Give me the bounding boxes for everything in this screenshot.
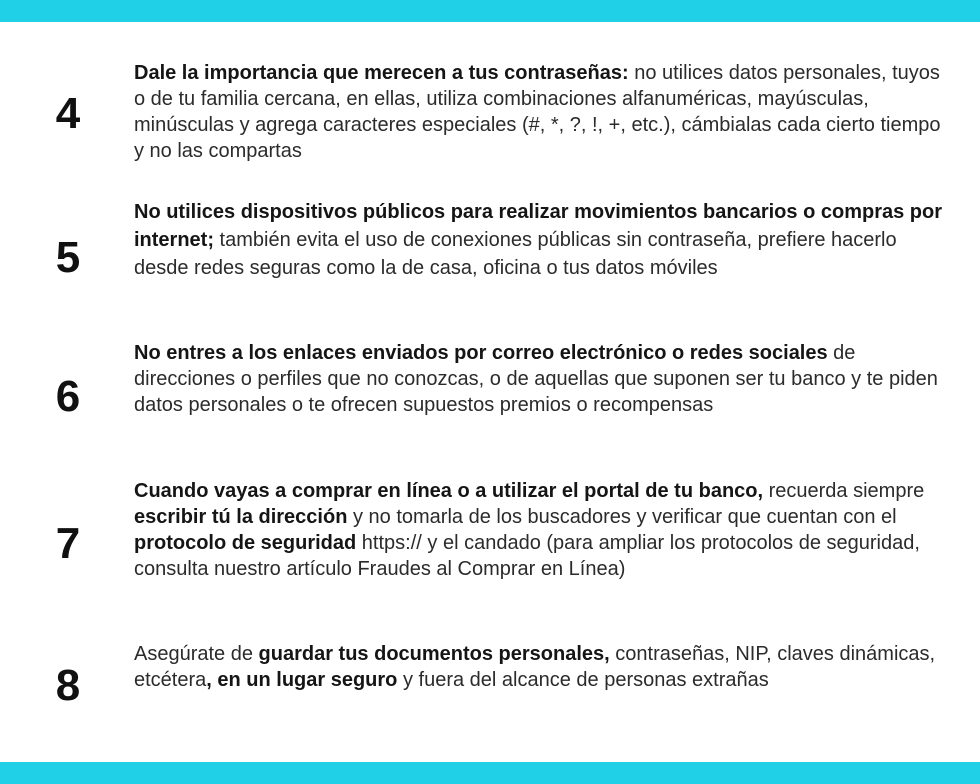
tip-text-bold: Cuando vayas a comprar en línea o a utilizar el portal de tu banco,: [134, 480, 764, 502]
tip-text-regular: y no tomarla de los buscadores y verificar que cuentan con el: [347, 506, 897, 528]
tip-text-regular: y fuera del alcance de personas extrañas: [397, 669, 769, 691]
tip-text-bold: , en un lugar seguro: [206, 669, 398, 691]
tip-number: 6: [55, 372, 81, 421]
tip-text-regular: Asegúrate de: [134, 643, 259, 665]
tip-text-bold: escribir tú la dirección: [134, 506, 348, 528]
tip-text: [134, 641, 956, 693]
tip-text-regular: también evita el uso de conexiones públicas sin contraseña, prefiere hacerlo desde redes seguras como la de casa, oficina o tus datos móviles: [134, 229, 897, 279]
top-accent-bar: [0, 0, 980, 22]
tip-text-regular: no utilices datos personales, tuyos o de tu familia cercana, en ellas, utiliza combinaciones alfanuméricas, mayúsculas, minúsculas y agrega caracteres especiales (#, *, ?, !, +, etc.), cámbialas cada cierto tiempo y no las compartas: [134, 62, 941, 162]
tip-number: 4: [55, 89, 81, 138]
tip-text: [134, 340, 956, 418]
tip-number: 5: [55, 233, 81, 282]
tip-text-bold: Dale la importancia que merecen a tus contraseñas:: [134, 62, 629, 84]
tip-text: [134, 198, 956, 282]
tip-text-regular: recuerda siempre: [763, 480, 925, 502]
bottom-accent-bar: [0, 762, 980, 784]
tip-text-bold: No entres a los enlaces enviados por correo electrónico o redes sociales: [134, 342, 828, 364]
tip-text-regular: de direcciones o perfiles que no conozcas, o de aquellas que suponen ser tu banco y te piden datos personales o te ofrecen supuestos premios o recompensas: [134, 342, 938, 416]
tip-text-bold: protocolo de seguridad: [134, 532, 357, 554]
tip-text: [134, 478, 956, 582]
tip-text-bold: No utilices dispositivos públicos para realizar movimientos bancarios o compras por internet;: [134, 201, 942, 251]
tip-text-bold: guardar tus documentos personales,: [258, 643, 610, 665]
tip-text: [134, 60, 956, 164]
tip-number: 8: [55, 661, 81, 710]
tip-number: 7: [55, 519, 81, 568]
tip-text-regular: contraseñas, NIP, claves dinámicas, etcétera: [134, 643, 936, 691]
tip-text-regular: https:// y el candado (para ampliar los protocolos de seguridad, consulta nuestro artículo Fraudes al Comprar en Línea): [134, 532, 920, 580]
